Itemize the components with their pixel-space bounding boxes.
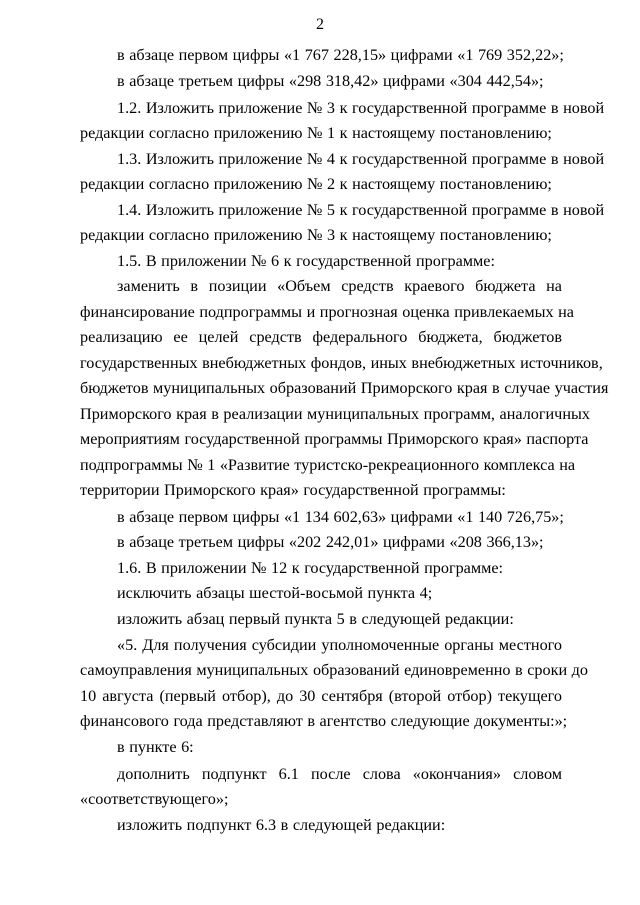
text-line: изложить подпункт 6.3 в следующей редакции:	[117, 816, 446, 834]
text-line: 1.5. В приложении № 6 к государственной программе:	[117, 252, 495, 270]
text-line: исключить абзацы шестой-восьмой пункта 4;	[117, 584, 433, 602]
text-line: в абзаце третьем цифры «298 318,42» цифрами «304 442,54»;	[117, 72, 544, 90]
text-line: «5. Для получения субсидии уполномоченные органы местного	[117, 636, 562, 654]
text-line: редакции согласно приложению № 3 к настоящему постановлению;	[80, 226, 552, 244]
text-line: реализацию ее целей средств федерального бюджета, бюджетов	[80, 328, 562, 346]
text-line: в абзаце первом цифры «1 767 228,15» цифрами «1 769 352,22»;	[117, 46, 564, 64]
text-line: изложить абзац первый пункта 5 в следующей редакции:	[117, 610, 514, 628]
text-line: мероприятиям государственной программы Приморского края» паспорта	[80, 430, 589, 448]
text-line: подпрограммы № 1 «Развитие туристско-рекреационного комплекса на	[80, 456, 576, 474]
text-line: государственных внебюджетных фондов, иных внебюджетных источников,	[80, 354, 603, 372]
text-line: 1.6. В приложении № 12 к государственной программе:	[117, 559, 504, 577]
text-line: в абзаце третьем цифры «202 242,01» цифрами «208 366,13»;	[117, 533, 544, 551]
text-line: редакции согласно приложению № 1 к настоящему постановлению;	[80, 124, 552, 142]
text-line: 1.4. Изложить приложение № 5 к государственной программе в новой	[117, 201, 605, 219]
text-line: в пункте 6:	[117, 738, 194, 756]
text-line: заменить в позиции «Объем средств краевого бюджета на	[117, 277, 562, 295]
text-line: территории Приморского края» государственной программы:	[80, 481, 506, 499]
text-line: редакции согласно приложению № 2 к настоящему постановлению;	[80, 175, 552, 193]
text-line: 1.2. Изложить приложение № 3 к государственной программе в новой	[117, 99, 605, 117]
text-line: Приморского края в реализации муниципальных программ, аналогичных	[80, 405, 590, 423]
text-line: бюджетов муниципальных образований Приморского края в случае участия	[80, 379, 609, 397]
text-line: в абзаце первом цифры «1 134 602,63» цифрами «1 140 726,75»;	[117, 508, 564, 526]
text-line: дополнить подпункт 6.1 после слова «окончания» словом	[117, 765, 562, 783]
text-line: самоуправления муниципальных образований единовременно в сроки до	[80, 661, 589, 679]
text-line: финансового года представляют в агентство следующие документы:»;	[80, 712, 568, 730]
text-line: финансирование подпрограммы и прогнозная оценка привлекаемых на	[80, 303, 574, 321]
text-line: «соответствующего»;	[80, 790, 229, 808]
text-line: 10 августа (первый отбор), до 30 сентября (второй отбор) текущего	[80, 687, 562, 705]
page-number: 2	[316, 16, 324, 33]
text-line: 1.3. Изложить приложение № 4 к государственной программе в новой	[117, 150, 605, 168]
